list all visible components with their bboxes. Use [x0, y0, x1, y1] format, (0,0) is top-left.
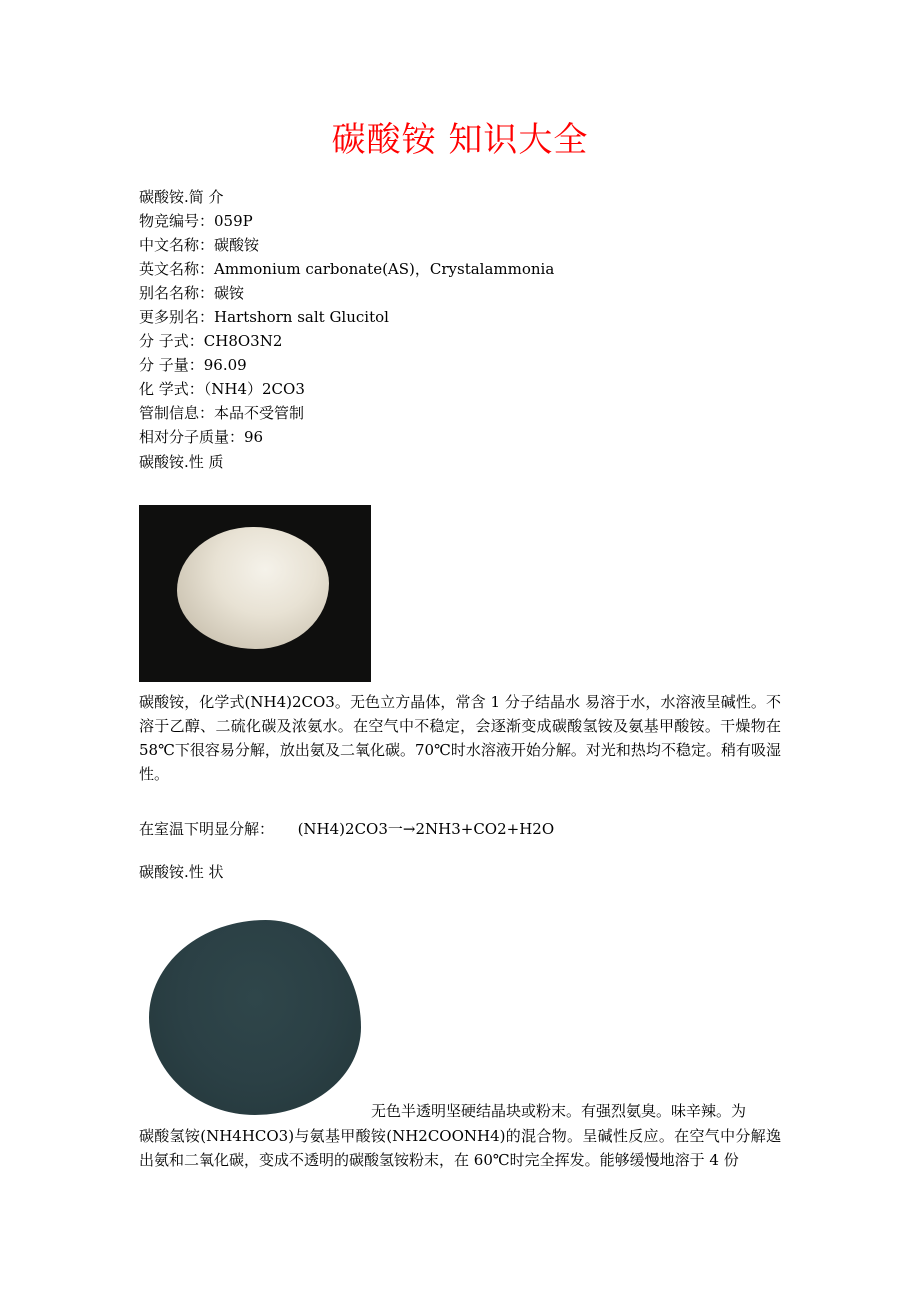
- info-line-english-name: 英文名称：Ammonium carbonate(AS)，Crystalammonia: [139, 260, 555, 278]
- decomposition-line: [139, 818, 554, 839]
- properties-heading: 碳酸铵.性 质: [139, 453, 224, 471]
- info-line-alias: 别名名称：碳铵: [139, 284, 245, 302]
- powder-pile: [149, 920, 361, 1115]
- page-title: 碳酸铵 知识大全: [331, 120, 589, 160]
- info-line-more-alias: 更多别名：Hartshorn salt Glucitol: [139, 308, 389, 326]
- dark-powder-photo: [139, 915, 371, 1115]
- white-powder-photo: [139, 505, 371, 682]
- intro-heading: 碳酸铵.简 介: [139, 188, 224, 206]
- info-line-molecular-weight: 分 子量：96.09: [139, 356, 247, 374]
- appearance-paragraph: 碳酸氢铵(NH4HCO3)与氨基甲酸铵(NH2COONH4)的混合物。呈碱性反应。在空气中分解逸出氨和二氧化碳，变成不透明的碳酸氢铵粉末，在 60℃时完全挥发。能够缓慢地溶于 4 份: [139, 1127, 781, 1169]
- info-line-formula: 分 子式：CH8O3N2: [139, 332, 283, 350]
- info-line-control: 管制信息：本品不受管制: [139, 404, 305, 422]
- info-line-relative-mass: 相对分子质量：96: [139, 428, 264, 446]
- info-line-chemical-formula: 化 学式：（NH4）2CO3: [139, 380, 305, 398]
- decomposition-equation: (NH4)2CO3一→2NH3+CO2+H2O: [297, 820, 555, 838]
- appearance-heading: 碳酸铵.性 状: [139, 863, 224, 881]
- appearance-first-line: 无色半透明坚硬结晶块或粉末。有强烈氨臭。味辛辣。为: [371, 1102, 747, 1120]
- decomposition-label: 在室温下明显分解：: [139, 820, 275, 838]
- info-line-chinese-name: 中文名称：碳酸铵: [139, 236, 260, 254]
- properties-paragraph: 碳酸铵，化学式(NH4)2CO3。无色立方晶体，常含 1 分子结晶水 易溶于水，水溶液呈碱性。不溶于乙醇、二硫化碳及浓氨水。在空气中不稳定，会逐渐变成碳酸氢铵及氨基甲酸铵。干燥物在 58℃下很容易分解，放出氨及二氧化碳。70℃时水溶液开始分解。对光和热均不稳定。稍有吸湿性。: [139, 693, 781, 783]
- powder-pile: [177, 527, 329, 649]
- info-line-id: 物竞编号：059P: [139, 212, 253, 230]
